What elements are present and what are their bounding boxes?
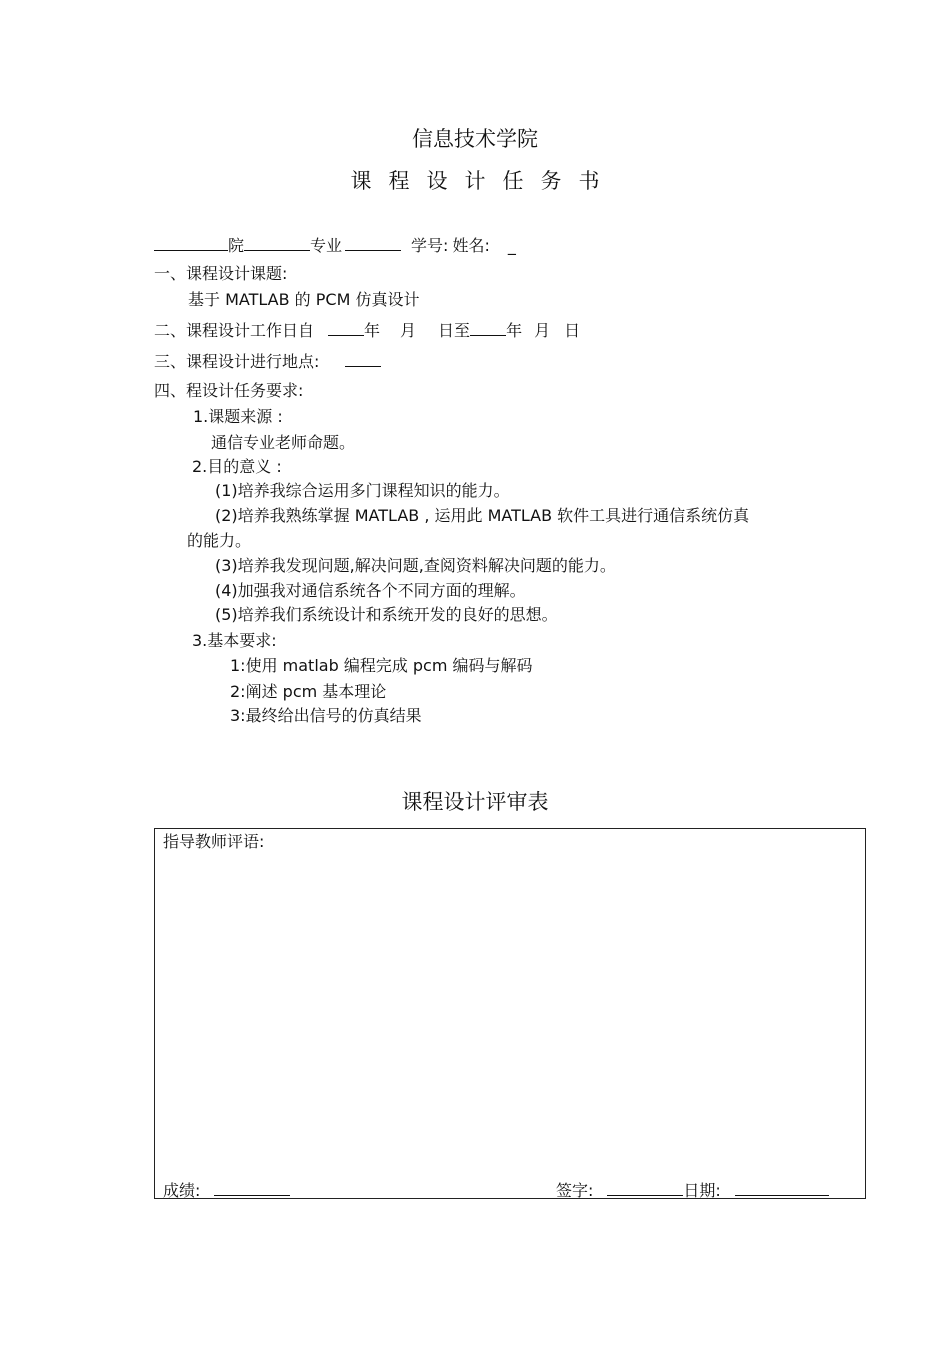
- signature-date-field: [556, 1180, 829, 1201]
- date-label: 日期:: [683, 1181, 721, 1200]
- grade-blank[interactable]: [214, 1180, 290, 1196]
- name-label: 姓名:: [452, 236, 490, 255]
- year-label-1: 年: [364, 321, 381, 340]
- info-line: [154, 235, 516, 256]
- day-to-label: 日至: [438, 321, 471, 340]
- requirement-item: 1:使用 matlab 编程完成 pcm 编码与解码: [230, 656, 533, 675]
- month-label-2: 月: [534, 321, 551, 340]
- section2-line: [154, 320, 580, 341]
- date-blank[interactable]: [735, 1180, 829, 1196]
- college-label: 院: [228, 236, 245, 255]
- review-title: 课程设计评审表: [401, 790, 549, 814]
- purpose-item-continued: 的能力。: [187, 531, 252, 550]
- review-table: [154, 828, 866, 1199]
- day-label-2: 日: [564, 321, 581, 340]
- source-heading: 1.课题来源 :: [193, 407, 283, 426]
- major-blank[interactable]: [244, 235, 310, 251]
- section3-heading: 三、课程设计进行地点:: [154, 352, 320, 371]
- major-label: 专业: [310, 236, 343, 255]
- location-blank[interactable]: [345, 351, 381, 367]
- grade-label: 成绩:: [163, 1181, 201, 1200]
- start-year-blank[interactable]: [328, 320, 364, 336]
- student-id-label: 学号:: [411, 236, 449, 255]
- purpose-heading: 2.目的意义 :: [192, 457, 282, 476]
- source-text: 通信专业老师命题。: [211, 433, 356, 452]
- section2-heading: 二、课程设计工作日自: [154, 321, 315, 340]
- document-title: 课程设计任务书: [350, 169, 617, 193]
- section3-line: [154, 351, 381, 372]
- requirement-item: 3:最终给出信号的仿真结果: [230, 706, 422, 725]
- purpose-item: (3)培养我发现问题,解决问题,查阅资料解决问题的能力。: [215, 556, 616, 575]
- year-label-2: 年: [506, 321, 523, 340]
- end-year-blank[interactable]: [470, 320, 506, 336]
- grade-field: [163, 1180, 290, 1201]
- requirement-item: 2:阐述 pcm 基本理论: [230, 682, 387, 701]
- major-value-blank[interactable]: [345, 235, 401, 251]
- month-label-1: 月: [400, 321, 417, 340]
- purpose-item: (4)加强我对通信系统各个不同方面的理解。: [215, 581, 526, 600]
- topic-text: 基于 MATLAB 的 PCM 仿真设计: [188, 290, 420, 309]
- section4-heading: 四、程设计任务要求:: [154, 381, 304, 400]
- requirements-heading: 3.基本要求:: [192, 631, 277, 650]
- purpose-item: (2)培养我熟练掌握 MATLAB , 运用此 MATLAB 软件工具进行通信系统仿真: [215, 506, 750, 525]
- college-blank[interactable]: [154, 235, 228, 251]
- purpose-item: (5)培养我们系统设计和系统开发的良好的思想。: [215, 605, 558, 624]
- signature-blank[interactable]: [607, 1180, 683, 1196]
- institute-title: 信息技术学院: [412, 127, 538, 151]
- comment-label: 指导教师评语:: [163, 832, 265, 851]
- purpose-item: (1)培养我综合运用多门课程知识的能力。: [215, 481, 510, 500]
- section1-heading: 一、课程设计课题:: [154, 264, 288, 283]
- signature-label: 签字:: [556, 1181, 594, 1200]
- name-suffix: _: [507, 236, 516, 255]
